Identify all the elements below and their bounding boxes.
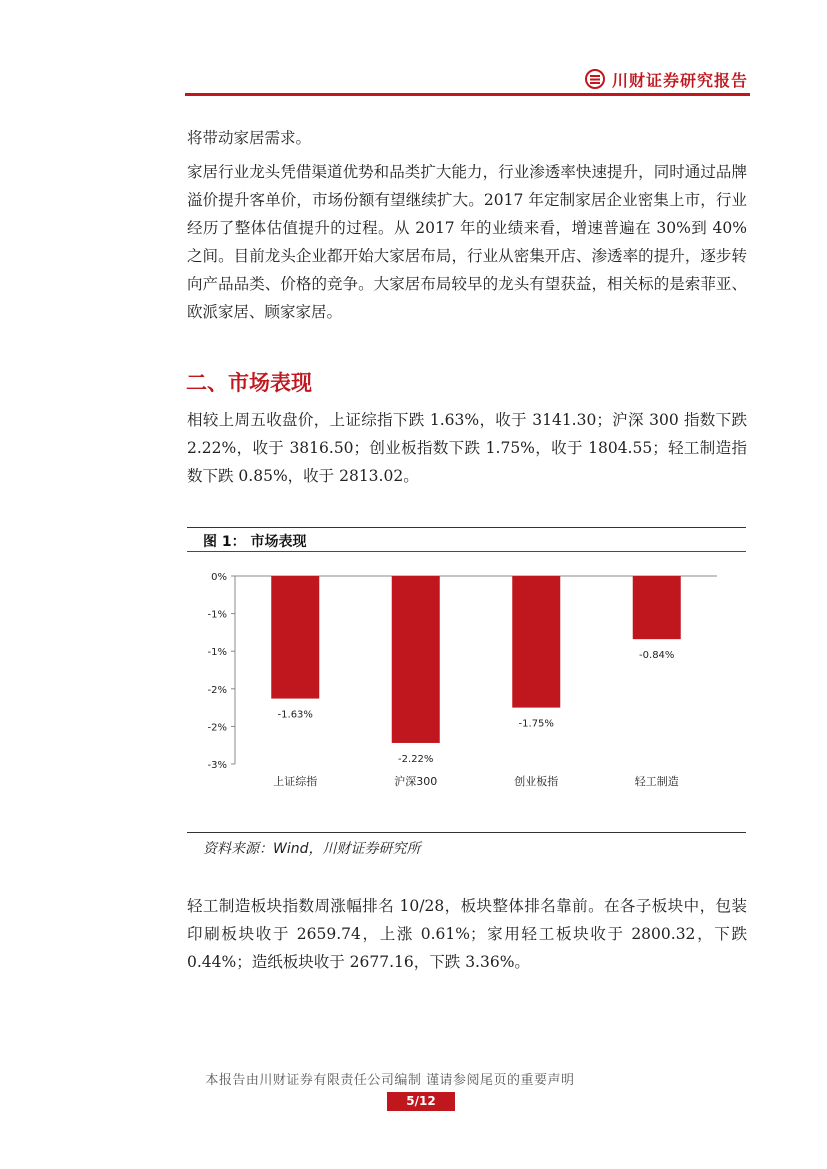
section-title: 二、市场表现 [186, 371, 312, 395]
y-tick-label: -1% [207, 609, 227, 621]
data-label: -0.84% [639, 650, 675, 662]
y-tick-label: -3% [207, 760, 227, 771]
bar [512, 576, 560, 708]
data-label: -2.22% [398, 753, 434, 765]
data-label: -1.75% [518, 718, 554, 730]
bar [271, 576, 319, 699]
paragraph-sector: 轻工制造板块指数周涨幅排名 10/28，板块整体排名靠前。在各子板块中，包装印刷板块收于 2659.74，上涨 0.61%；家用轻工板块收于 2800.32，下跌 0.44%；造纸板块收于 2677.16，下跌 3.36%。 [187, 897, 747, 971]
company-logo-icon [585, 69, 605, 89]
report-header-title: 川财证券研究报告 [612, 71, 749, 90]
bar [392, 576, 440, 743]
figure-top-rule [187, 527, 746, 528]
y-tick-label: -2% [207, 722, 227, 734]
paragraph-market: 相较上周五收盘价，上证综指下跌 1.63%，收于 3141.30；沪深 300 指数下跌 2.22%，收于 3816.50；创业板指数下跌 1.75%，收于 1804.55；轻工制造指数下跌 0.85%，收于 2813.02。 [187, 411, 747, 485]
data-label: -1.63% [277, 709, 313, 721]
x-tick-label: 沪深300 [394, 775, 438, 788]
y-tick-label: -1% [207, 647, 227, 659]
figure-title-rule [187, 551, 746, 552]
y-tick-label: -2% [207, 684, 227, 696]
figure-title: 图 1： 市场表现 [203, 534, 307, 550]
figure-source: 资料来源：Wind，川财证券研究所 [203, 841, 421, 857]
figure-bottom-rule [187, 832, 746, 833]
market-performance-chart [187, 555, 746, 830]
footer-disclaimer: 本报告由川财证券有限责任公司编制 谨请参阅尾页的重要声明 [205, 1073, 575, 1088]
x-tick-label: 创业板指 [514, 775, 559, 788]
y-tick-label: 0% [211, 572, 227, 583]
x-tick-label: 上证综指 [273, 775, 318, 788]
x-tick-label: 轻工制造 [634, 775, 679, 788]
paragraph-industry: 家居行业龙头凭借渠道优势和品类扩大能力，行业渗透率快速提升，同时通过品牌溢价提升客单价，市场份额有望继续扩大。2017 年定制家居企业密集上市，行业经历了整体估值提升的过程。从 2017 年的业绩来看，增速普遍在 30%到 40%之间。目前龙头企业都开始大家居布局，行业从密集开店、渗透率的提升，逐步转向产品品类、价格的竞争。大家居布局较早的龙头有望获益，相关标的是索菲亚、欧派家居、顾家家居。 [187, 163, 747, 321]
page-number: 5/12 [387, 1092, 455, 1111]
header-divider [185, 93, 750, 96]
bar [633, 576, 681, 639]
paragraph-intro: 将带动家居需求。 [187, 129, 312, 147]
